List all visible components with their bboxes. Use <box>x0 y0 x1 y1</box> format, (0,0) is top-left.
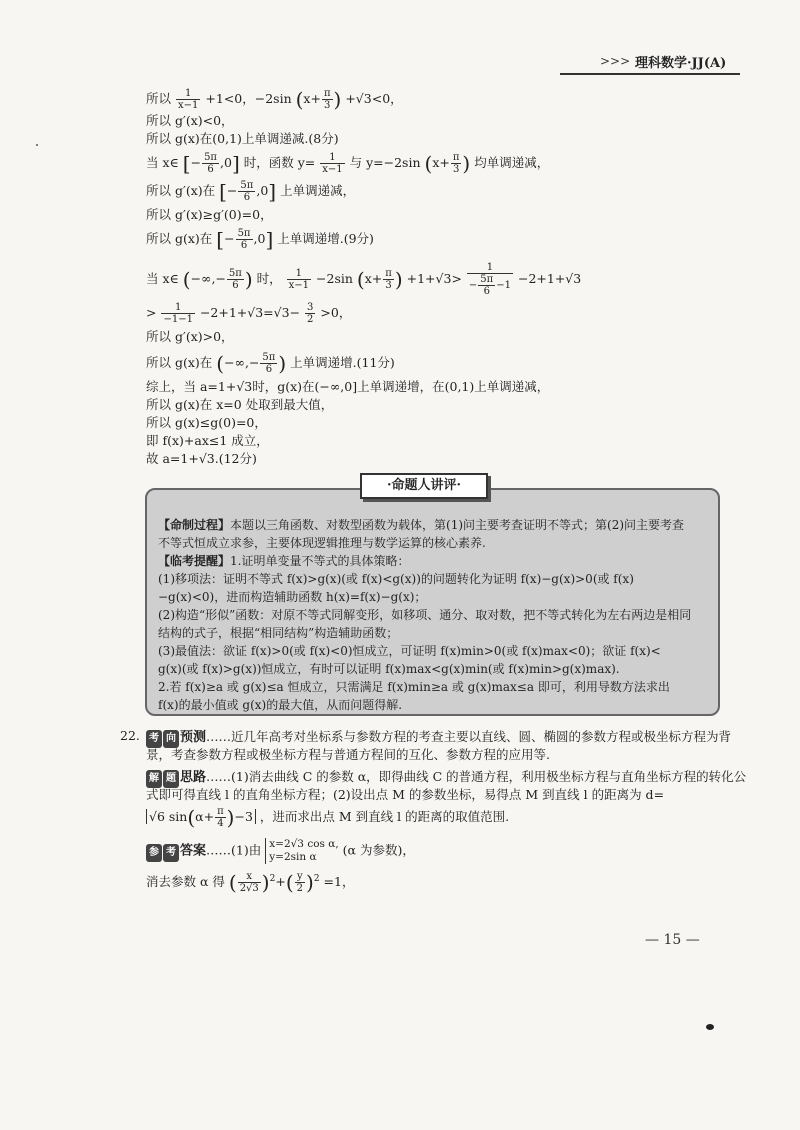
proof-line-2: 所以 g′(x)<0， <box>146 113 234 128</box>
fraction: $\frac{5\pi}{6}$ <box>228 268 242 291</box>
fraction: $\frac{1}{x-1}$ <box>178 88 199 111</box>
fraction: $\frac{y}{2}$ <box>296 871 304 895</box>
commentary-line-5: −g(x)<0)，进而构造辅助函数 h(x)=f(x)−g(x)； <box>158 590 427 604</box>
proof-line-6: 所以 g′(x)≥g′(0)=0， <box>146 207 273 222</box>
scan-dot <box>36 144 38 146</box>
fraction: $\frac{5\pi}{6}$ <box>237 228 251 251</box>
fraction: $\frac{1}{x-1}$ <box>288 268 310 291</box>
header-title: 理科数学·JJ(A) <box>635 56 727 71</box>
commentary-line-11: f(x)的最小值或 g(x)的最大值，从而问题得解. <box>158 698 403 712</box>
fraction: $\frac{5\pi}{6}$ <box>262 352 276 375</box>
commentary-title: ·命题人讲评· <box>360 473 488 499</box>
proof-line-16: 故 a=1+√3.(12分) <box>146 451 257 466</box>
fraction: $\frac{5\pi}{6}$ <box>204 152 217 175</box>
fraction: $\frac{\pi}{3}$ <box>385 268 392 291</box>
header-rule <box>560 73 740 75</box>
proof-line-11: 所以 g(x)在 (−∞,− $\frac{5\pi}{6}$ ) 上单调递增.(11分) <box>146 351 395 376</box>
proof-line-14: 所以 g(x)≤g(0)=0， <box>146 415 267 430</box>
badge: 向 <box>163 730 179 748</box>
proof-line-3: 所以 g(x)在(0,1)上单调递减.(8分) <box>146 131 339 146</box>
fraction: $\frac{x}{2√3}$ <box>239 871 259 895</box>
proof-line-1: 所以 $\frac{1}{x-1}$ +1<0，−2sin (x+ $\frac{\pi}{3}$ ) +√3<0， <box>146 87 403 112</box>
commentary-line-7: 结构的式子，根据“相同结构”构造辅助函数； <box>158 626 399 640</box>
proof-line-7: 所以 g(x)在 [− $\frac{5\pi}{6}$ ,0] 上单调递增.(9分) <box>146 227 374 252</box>
proof-line-12: 综上，当 a=1+√3时，g(x)在(−∞,0]上单调递增，在(0,1)上单调递减， <box>146 379 550 394</box>
q22-line-7: 消去参数 α 得 ( $\frac{x}{2√3}$ )$^2$+( $\frac{y}{2}$ )$^2$ =1， <box>146 870 355 895</box>
fraction: $\frac{5\pi}{6}$ <box>240 180 254 203</box>
proof-line-13: 所以 g(x)在 x=0 处取到最大值， <box>146 397 334 412</box>
badge: 解 <box>146 770 162 788</box>
equation-system: x=2√3 cos α, y=2sin α <box>265 838 338 864</box>
commentary-line-6: (2)构造“形似”函数：对原不等式同解变形，如移项、通分、取对数，把不等式转化为左右两边是相同 <box>158 608 692 622</box>
q22-line-3: 解 题 思路……(1)消去曲线 C 的参数 α，即得曲线 C 的普通方程，利用极坐标方程与直角坐标方程的转化公 <box>146 768 746 788</box>
proof-line-5: 所以 g′(x)在 [− $\frac{5\pi}{6}$ ,0] 上单调递减， <box>146 179 356 204</box>
fraction: $\frac{\pi}{3}$ <box>323 88 331 111</box>
proof-line-4: 当 x∈ [− $\frac{5\pi}{6}$ ,0] 时，函数 y= $\frac{1}{x-1}$ 与 y=−2sin (x+ $\frac{\pi}{3}$ ) 均单调递减， <box>146 151 550 176</box>
badge: 参 <box>146 844 162 862</box>
commentary-line-8: (3)最值法：欲证 f(x)>0(或 f(x)<0)恒成立，可证明 f(x)min>0(或 f(x)max<0)；欲证 f(x)< <box>158 644 661 658</box>
fraction: $\frac{\pi}{4}$ <box>217 806 224 829</box>
commentary-line-4: (1)移项法：证明不等式 f(x)>g(x)(或 f(x)<g(x))的问题转化为证明 f(x)−g(x)>0(或 f(x) <box>158 572 634 586</box>
fraction: $\frac{1}{-1-1}$ <box>163 302 193 325</box>
q22-line-6: 参 考 答案……(1)由 x=2√3 cos α, y=2sin α (α 为参数)， <box>146 838 415 864</box>
proof-line-15: 即 f(x)+ax≤1 成立， <box>146 433 269 448</box>
commentary-line-1: 【命制过程】本题以三角函数、对数型函数为载体，第(1)问主要考查证明不等式；第(2)问主要考查 <box>158 518 685 532</box>
q22-line-2: 景，考查参数方程或极坐标方程与普通方程间的互化、参数方程的应用等. <box>146 747 550 762</box>
ink-blot <box>706 1024 714 1030</box>
commentary-line-10: 2.若 f(x)≥a 或 g(x)≤a 恒成立，只需满足 f(x)min≥a 或 g(x)max≤a 即可，利用导数方法求出 <box>158 680 670 694</box>
commentary-line-3: 【临考提醒】1.证明单变量不等式的具体策略： <box>158 554 410 568</box>
q22-line-5: √6 sin(α+ $\frac{\pi}{4}$ )−3 ，进而求出点 M 到直线 l 的距离的取值范围. <box>146 806 509 829</box>
q22-line-1: 考 向 预测……近几年高考对坐标系与参数方程的考查主要以直线、圆、椭圆的参数方程或极坐标方程为背 <box>146 728 731 748</box>
page-header <box>560 50 740 78</box>
question-number: 22. <box>120 728 140 743</box>
badge: 题 <box>163 770 179 788</box>
header-arrows: >>> <box>600 54 631 68</box>
fraction: $\frac{\pi}{3}$ <box>452 152 460 175</box>
proof-line-9: > $\frac{1}{-1-1}$ −2+1+√3=√3− $\frac{3}{2}$ >0， <box>146 302 352 325</box>
page-number: — 15 — <box>645 932 700 948</box>
badge: 考 <box>146 730 162 748</box>
fraction: $\frac{1}{x-1}$ <box>322 152 343 175</box>
commentary-line-2: 不等式恒成立求参，主要体现逻辑推理与数学运算的核心素养. <box>158 536 486 550</box>
badge: 考 <box>163 844 179 862</box>
nested-fraction: 1 − $\frac{5\pi}{6}$ −1 <box>468 262 511 297</box>
q22-line-4: 式即可得直线 l 的直角坐标方程；(2)设出点 M 的参数坐标，易得点 M 到直线 l 的距离为 d= <box>146 787 665 802</box>
fraction: $\frac{3}{2}$ <box>307 302 314 325</box>
proof-line-8: 当 x∈ (−∞,− $\frac{5\pi}{6}$ ) 时， $\frac{1}{x-1}$ −2sin (x+ $\frac{\pi}{3}$ ) +1+√3> 1 − $\frac{5\pi}{6}$ −1 −2+1+√3 <box>146 262 582 297</box>
commentary-line-9: g(x)(或 f(x)>g(x))恒成立，有时可以证明 f(x)max<g(x)min(或 f(x)min>g(x)max). <box>158 662 620 676</box>
proof-line-10: 所以 g′(x)>0， <box>146 329 234 344</box>
